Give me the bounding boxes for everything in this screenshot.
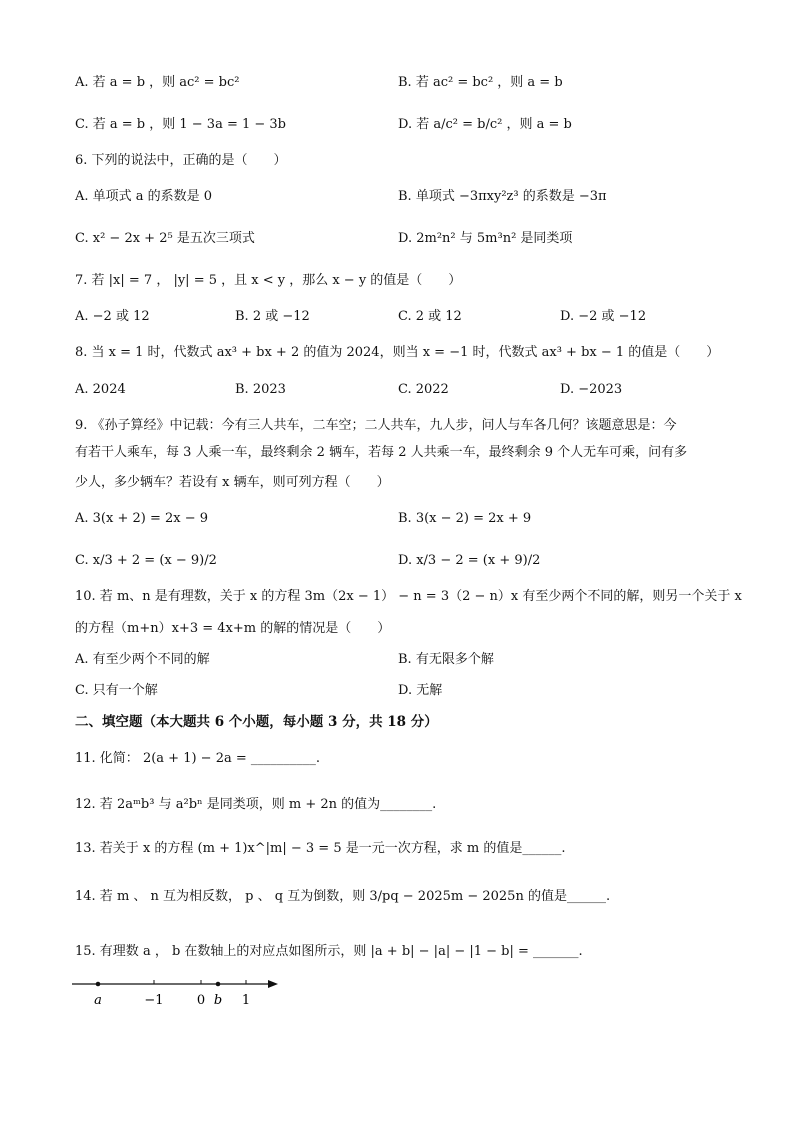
number-line-arrow	[268, 980, 278, 988]
q7-stem: 7. 若 |x| = 7 ， |y| = 5 ，且 x < y ，那么 x − y 的值是（ ）	[75, 273, 462, 288]
point-b	[216, 982, 221, 987]
q9-option-b: B. 3(x − 2) = 2x + 9	[398, 511, 532, 526]
q10-line-1: 10. 若 m、n 是有理数，关于 x 的方程 3m（2x − 1） − n = 3（2 − n）x 有至少两个不同的解，则另一个关于 x	[75, 589, 742, 604]
q9-line-3: 少人，多少辆车？若设有 x 辆车，则可列方程（ ）	[75, 475, 390, 490]
q12: 12. 若 2aᵐb³ 与 a²bⁿ 是同类项，则 m + 2n 的值为________.	[75, 797, 437, 812]
q8-option-a: A. 2024	[75, 382, 126, 397]
section-heading-fill-in: 二、填空题（本大题共 6 个小题，每小题 3 分，共 18 分）	[75, 714, 438, 730]
q6-option-a: A. 单项式 a 的系数是 0	[75, 189, 213, 204]
q9-option-c: C. x/3 + 2 = (x − 9)/2	[75, 553, 217, 568]
label-a: a	[94, 993, 102, 1008]
label-neg-one: −1	[144, 993, 164, 1008]
q6-option-d: D. 2m²n² 与 5m³n² 是同类项	[398, 231, 573, 246]
q7-option-b: B. 2 或 −12	[235, 309, 310, 324]
q8-option-b: B. 2023	[235, 382, 286, 397]
q7-option-c: C. 2 或 12	[398, 309, 462, 324]
q13: 13. 若关于 x 的方程 (m + 1)x^|m| − 3 = 5 是一元一次方程，求 m 的值是______.	[75, 841, 566, 856]
q5-option-a: A. 若 a = b ，则 ac² = bc²	[75, 75, 240, 90]
q10-option-c: C. 只有一个解	[75, 683, 158, 698]
q9-option-a: A. 3(x + 2) = 2x − 9	[75, 511, 209, 526]
q10-line-2: 的方程（m+n）x+3 = 4x+m 的解的情况是（ ）	[75, 621, 391, 636]
q5-option-c: C. 若 a = b ，则 1 − 3a = 1 − 3b	[75, 117, 287, 132]
point-a	[96, 982, 101, 987]
number-line-figure	[70, 972, 290, 1012]
q5-option-d: D. 若 a/c² = b/c² ，则 a = b	[398, 117, 572, 132]
label-zero: 0	[196, 993, 206, 1008]
q14: 14. 若 m 、 n 互为相反数， p 、 q 互为倒数，则 3/pq − 2025m − 2025n 的值是______.	[75, 889, 611, 904]
label-b: b	[213, 993, 223, 1008]
q6-option-c: C. x² − 2x + 2⁵ 是五次三项式	[75, 231, 255, 246]
q6-stem: 6. 下列的说法中，正确的是（ ）	[75, 153, 287, 168]
q8-option-c: C. 2022	[398, 382, 449, 397]
q10-option-b: B. 有无限多个解	[398, 652, 494, 667]
q15: 15. 有理数 a ， b 在数轴上的对应点如图所示，则 |a + b| − |a| − |1 − b| = _______.	[75, 944, 583, 959]
q8-stem: 8. 当 x = 1 时，代数式 ax³ + bx + 2 的值为 2024，则当 x = −1 时，代数式 ax³ + bx − 1 的值是（ ）	[75, 345, 720, 360]
q9-line-1: 9. 《孙子算经》中记载：今有三人共车，二车空；二人共车，九人步，问人与车各几何？该题意思是：今	[75, 418, 677, 433]
q7-option-d: D. −2 或 −12	[560, 309, 647, 324]
q9-option-d: D. x/3 − 2 = (x + 9)/2	[398, 553, 541, 568]
q10-option-d: D. 无解	[398, 683, 443, 698]
q11: 11. 化简： 2(a + 1) − 2a = __________.	[75, 751, 321, 766]
q9-line-2: 有若干人乘车，每 3 人乘一车，最终剩余 2 辆车，若每 2 人共乘一车，最终剩余 9 个人无车可乘，问有多	[75, 445, 688, 460]
q8-option-d: D. −2023	[560, 382, 623, 397]
q5-option-b: B. 若 ac² = bc² ，则 a = b	[398, 75, 563, 90]
label-one: 1	[241, 993, 251, 1008]
q7-option-a: A. −2 或 12	[75, 309, 150, 324]
q10-option-a: A. 有至少两个不同的解	[75, 652, 210, 667]
q6-option-b: B. 单项式 −3πxy²z³ 的系数是 −3π	[398, 189, 607, 204]
